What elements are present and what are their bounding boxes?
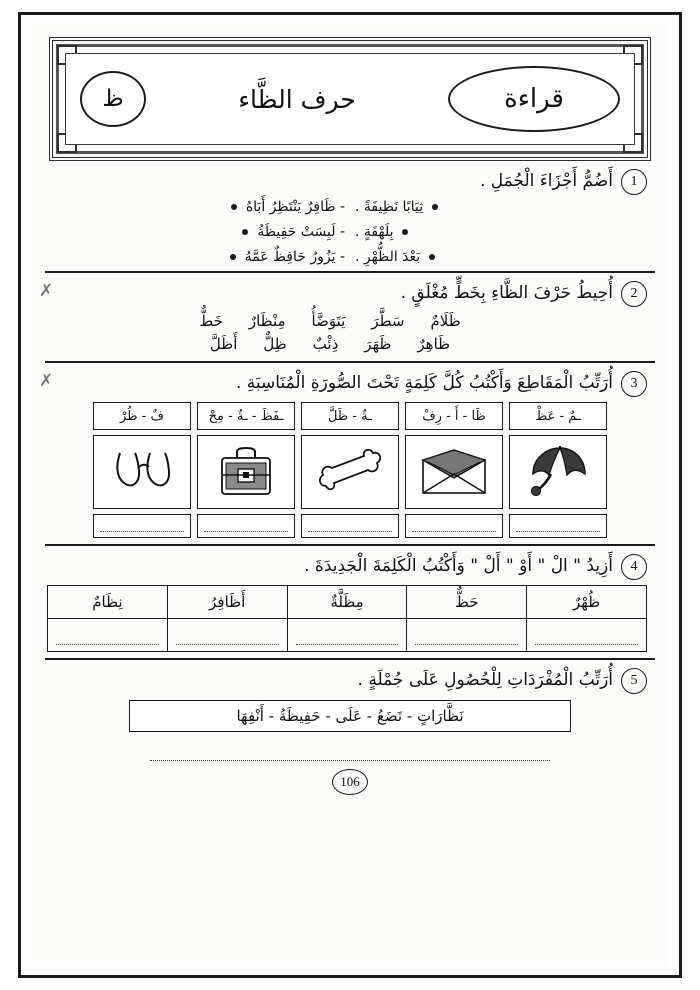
footer-dotted-line [150, 760, 550, 761]
word-row [53, 312, 647, 330]
exercise-2-instruction: أُحِيطُ حَرْفَ الظَّاءِ بِخَطٍّ مُغْلَقٍ . [400, 283, 613, 304]
page-footer [43, 760, 657, 795]
bone-icon [314, 448, 386, 496]
match-dot-icon[interactable] [230, 254, 236, 260]
word-table [47, 585, 647, 652]
exercise-5-number: 5 [621, 668, 647, 694]
table-cell-answer[interactable] [48, 619, 168, 652]
syllable-box[interactable]: ـةٌ - ظَلَّ [301, 402, 399, 430]
syllable-box[interactable]: ظَا - أَ - رِفْ [405, 402, 503, 430]
table-cell-answer[interactable] [167, 619, 287, 652]
match-dot-icon[interactable] [429, 254, 435, 260]
exercise-1-number: 1 [621, 169, 647, 195]
match-label: بَعْدَ الظُّهْرِ . [355, 249, 421, 265]
table-row [48, 586, 647, 619]
match-item[interactable] [230, 249, 345, 265]
answer-line[interactable] [405, 514, 503, 538]
answer-line[interactable] [301, 514, 399, 538]
margin-mark-icon: ✗ [39, 371, 54, 390]
table-cell-answer[interactable] [287, 619, 407, 652]
exercise-4-number: 4 [621, 554, 647, 580]
word-item[interactable]: ظَهَرَ [364, 335, 392, 353]
match-item[interactable] [355, 249, 435, 265]
picture-row [53, 435, 647, 509]
match-dot-icon[interactable] [432, 204, 438, 210]
picture-box-umbrella [509, 435, 607, 509]
picture-box-briefcase [197, 435, 295, 509]
match-label: - لَبِسَتْ حَفِيظَةُ [257, 224, 345, 240]
exercise-2-number: 2 [621, 281, 647, 307]
exercise-4-header [53, 554, 647, 580]
syllable-box[interactable]: فٌ - ظُرْ [93, 402, 191, 430]
exercise-3-instruction: أُرَتِّبُ الْمَقَاطِعَ وَأَكْتُبُ كُلَّ كَلِمَةٍ تَحْتَ الصُّورَةِ الْمُنَاسِبَةِ . [235, 373, 613, 394]
table-row [48, 619, 647, 652]
match-label: بِلَهْفَةٍ . [355, 224, 394, 240]
exercise-3-header [53, 371, 647, 397]
table-cell-answer[interactable] [407, 619, 527, 652]
match-item[interactable] [355, 224, 408, 240]
match-item[interactable] [242, 224, 345, 240]
matching-right-column [95, 199, 345, 265]
picture-box-bone [301, 435, 399, 509]
word-item[interactable]: ظَلَامٌ [430, 312, 461, 330]
margin-mark-icon: ✗ [39, 281, 54, 300]
answer-line[interactable] [509, 514, 607, 538]
worksheet-page [18, 12, 682, 978]
exercise-1-instruction: أَضُمُّ أَجْزَاءَ الْجُمَلِ . [480, 171, 613, 192]
match-dot-icon[interactable] [402, 229, 408, 235]
answer-line[interactable] [197, 514, 295, 538]
match-dot-icon[interactable] [242, 229, 248, 235]
table-cell-word: مِظَلَّةٌ [287, 586, 407, 619]
worksheet-sheet [31, 23, 669, 967]
word-item[interactable]: ذِئْبٌ [312, 335, 339, 353]
subject-badge: قراءة [448, 66, 620, 132]
syllable-box[interactable]: ـمٌ - عَظْ [509, 402, 607, 430]
word-item[interactable]: سَطَّرَ [371, 312, 405, 330]
matching-area [53, 199, 647, 265]
word-item[interactable]: يَتَوَضَّأُ [311, 312, 346, 330]
answer-line-row [53, 514, 647, 538]
answer-line[interactable] [93, 514, 191, 538]
table-cell-word: أَظَافِرُ [167, 586, 287, 619]
match-item[interactable] [355, 199, 438, 215]
word-row [53, 335, 647, 353]
matching-left-column [355, 199, 605, 265]
page-title: حرف الظَّاء [238, 84, 356, 114]
table-cell-word: نِظَامٌ [48, 586, 168, 619]
exercise-2-header [53, 281, 647, 307]
exercise-1 [43, 161, 657, 271]
table-cell-word: ظُهْرٌ [527, 586, 647, 619]
exercise-5-header [53, 668, 647, 694]
picture-box-eyeglasses [93, 435, 191, 509]
word-item[interactable]: ظَاهِرٌ [417, 335, 451, 353]
word-item[interactable]: خَطٌّ [199, 312, 223, 330]
header-banner-inner [65, 53, 635, 145]
match-label: - ظَافِرٌ يَنْتَظِرُ أَبَاهُ [245, 199, 345, 215]
scrambled-words-box[interactable]: نَظَّارَاتٍ - تَضَعُ - عَلَى - حَفِيظَةُ - أَنْفِهَا [129, 700, 571, 732]
match-label: - يَزُورُ حَافِظٌ عَمَّهُ [244, 249, 345, 265]
umbrella-icon [527, 444, 589, 500]
match-item[interactable] [231, 199, 345, 215]
exercise-3 [39, 363, 657, 544]
picture-box-envelope [405, 435, 503, 509]
page-number: 106 [332, 769, 368, 795]
match-label: ثِيَابًا نَظِيفَةً . [355, 199, 424, 215]
word-item[interactable]: ظِلٌّ [263, 335, 287, 353]
briefcase-icon [218, 445, 274, 499]
letter-badge: ظ [80, 71, 146, 127]
exercise-5 [43, 660, 657, 738]
word-item[interactable]: مِنْظَارٌ [248, 312, 286, 330]
exercise-2 [39, 273, 657, 361]
exercise-3-number: 3 [621, 371, 647, 397]
exercise-4 [43, 546, 657, 658]
match-dot-icon[interactable] [231, 204, 237, 210]
syllable-box[interactable]: ـفَظَ - ـةٌ - مِحْ [197, 402, 295, 430]
envelope-icon [420, 448, 488, 496]
exercise-5-instruction: أُرَتِّبُ الْمُفْرَدَاتِ لِلْحُصُولِ عَلَى جُمْلَةٍ . [357, 670, 613, 691]
exercise-1-header [53, 169, 647, 195]
header-banner [49, 37, 651, 161]
eyeglasses-icon [106, 447, 178, 497]
table-cell-word: حَظٌّ [407, 586, 527, 619]
exercise-4-instruction: أَزِيدُ " الْ " أَوْ " أَلْ " وَأَكْتُبُ الْكَلِمَةَ الْجَدِيدَةَ . [304, 556, 613, 577]
syllable-box-row [53, 402, 647, 430]
table-cell-answer[interactable] [527, 619, 647, 652]
word-item[interactable]: أَظَلَّ [209, 335, 238, 353]
